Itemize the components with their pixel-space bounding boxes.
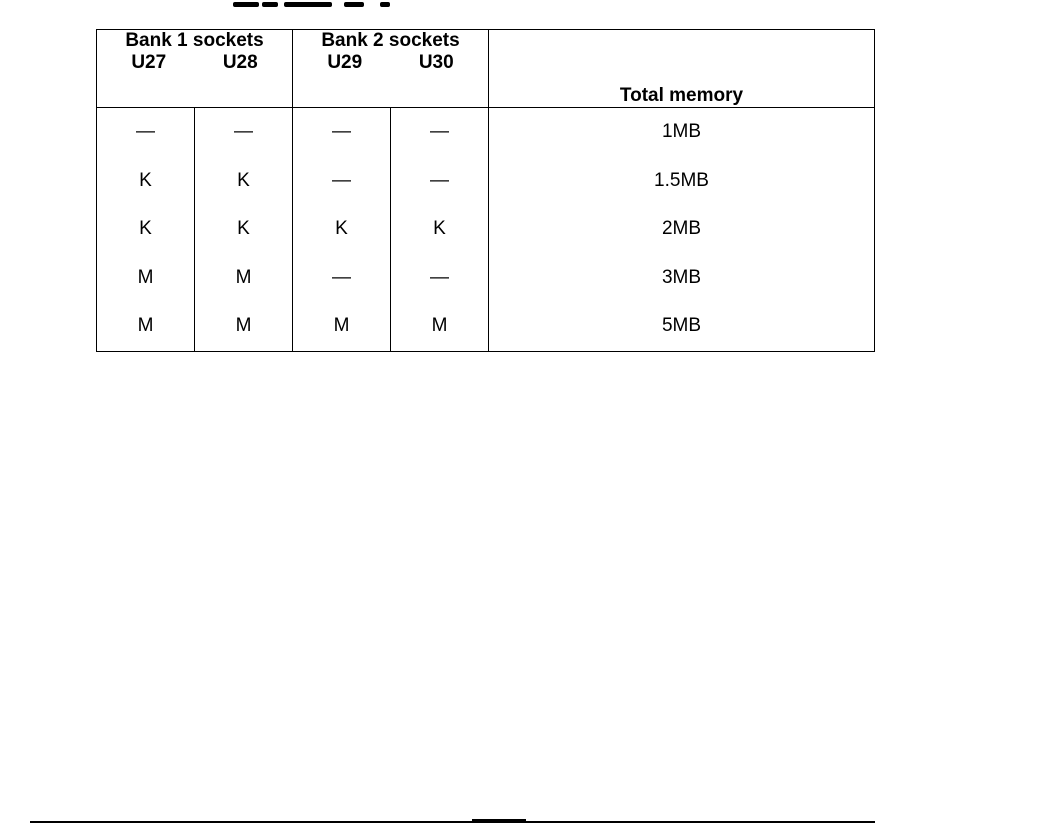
cell-u28-value: M [235,266,252,288]
col-u27-header: U27 [131,52,167,73]
cell-u27-value: M [137,266,154,288]
cell-u28-value: M [235,315,252,337]
table-row [97,254,875,303]
col-u30-header: U30 [418,52,454,73]
cell-u30 [391,302,489,351]
cell-u30-value: — [430,121,449,143]
cell-u30 [391,108,489,157]
cell-u28 [195,254,293,303]
cell-u28 [195,157,293,206]
cell-u30 [391,205,489,254]
cell-total-memory: 1.5MB [489,157,875,206]
bank1-label: Bank 1 sockets [125,30,264,51]
cell-u27 [97,254,195,303]
cell-total-memory: 2MB [489,205,875,254]
cell-total-memory: 5MB [489,302,875,351]
cell-u29-value: — [332,169,351,191]
truncated-text-fragment [0,0,1044,8]
cell-u28-value: K [237,218,250,240]
cell-u29 [293,205,391,254]
cell-u27 [97,157,195,206]
table-row [97,302,875,351]
cell-u27-value: K [139,169,152,191]
cell-u29-value: M [333,315,350,337]
cell-total-memory: 1MB [489,108,875,157]
cell-u27 [97,108,195,157]
bank2-label: Bank 2 sockets [321,30,460,51]
cell-u27-value: K [139,218,152,240]
cell-u30-value: M [431,315,448,337]
cell-u30 [391,254,489,303]
footer-rule [30,821,875,823]
cell-u27-value: M [137,315,154,337]
cell-u29 [293,302,391,351]
cell-u28-value: — [234,121,253,143]
cell-u29-value: — [332,266,351,288]
table-body [97,108,875,352]
total-memory-header: Total memory [489,30,875,108]
cell-u28-value: K [237,169,250,191]
cell-u30-value: — [430,266,449,288]
cell-u30 [391,157,489,206]
cell-u30-value: — [430,169,449,191]
table-row [97,157,875,206]
memory-configuration-table [96,29,875,352]
cell-u27 [97,302,195,351]
cell-u29-value: K [335,218,348,240]
cell-u27-value: — [136,121,155,143]
cell-u30-value: K [433,218,446,240]
cell-u27 [97,205,195,254]
col-u29-header: U29 [327,52,363,73]
cell-total-memory: 3MB [489,254,875,303]
table-header-row [97,30,875,108]
cell-u28 [195,108,293,157]
cell-u28 [195,205,293,254]
cell-u29-value: — [332,121,351,143]
cell-u29 [293,108,391,157]
footer-page-marker [472,819,526,823]
bank1-header [97,30,293,108]
table-row [97,108,875,157]
bank2-header [293,30,489,108]
col-u28-header: U28 [222,52,258,73]
cell-u29 [293,254,391,303]
cell-u29 [293,157,391,206]
cell-u28 [195,302,293,351]
table-row [97,205,875,254]
